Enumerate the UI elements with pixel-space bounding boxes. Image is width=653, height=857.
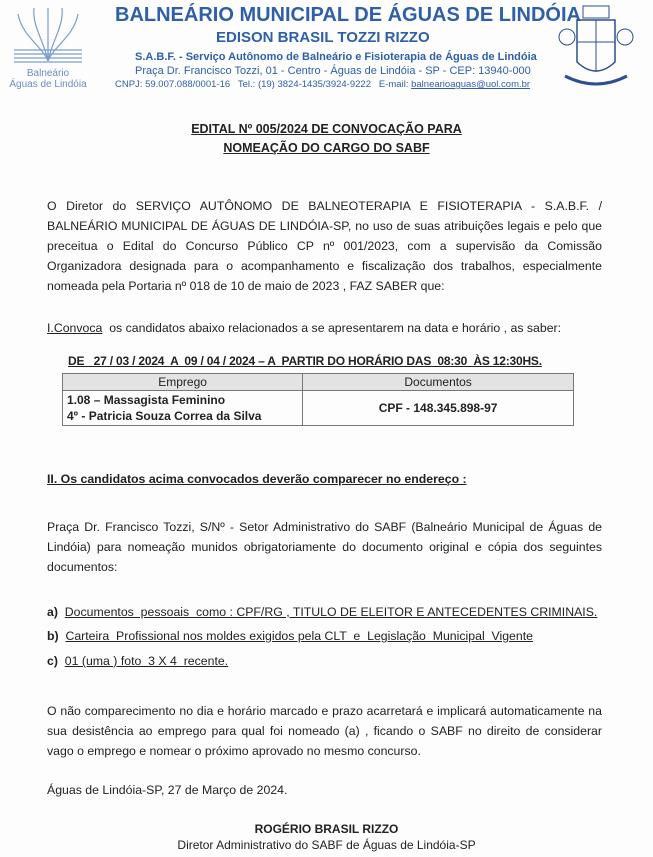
warning-paragraph: O não comparecimento no dia e horário marcado e prazo acarretará e implicará automaticamente na sua desistência ao emprego para qual foi nomeado (a) , ficando o SABF no direito de considerar vago o emprego e nomear o próximo aprovado no mesmo concurso.	[47, 704, 602, 758]
balneario-logo-icon	[12, 6, 84, 66]
logo-text: Balneário Águas de Lindóia	[9, 68, 87, 90]
email-link[interactable]: balnearioaguas@uol.com.br	[411, 79, 531, 90]
edital-subtitle: NOMEAÇÃO DO CARGO DO SABF	[223, 141, 430, 155]
candidates-table	[62, 373, 574, 426]
edital-title: EDITAL Nº 005/2024 DE CONVOCAÇÃO PARA	[191, 122, 462, 136]
header-title: BALNEÁRIO MUNICIPAL DE ÁGUAS DE LINDÓIA	[115, 4, 581, 26]
table-row: 1.08 – Massagista Feminino 4º - Patricia Souza Correa da Silva CPF - 148.345.898-97	[63, 391, 574, 426]
date-line: Águas de Lindóia-SP, 27 de Março de 2024.	[47, 783, 288, 797]
convoca-line: I.Convoca os candidatos abaixo relacionados a se apresentarem na data e horário , as saber:	[47, 321, 562, 335]
header-contact: CNPJ: 59.007.088/0001-16 Tel.: (19) 3824-1435/3924-9222 E-mail: balnearioaguas@uol.com.br	[115, 79, 531, 90]
list-item: b) Carteira Profissional nos moldes exigidos pela CLT e Legislação Municipal Vigente	[47, 629, 533, 643]
header-address: Praça Dr. Francisco Tozzi, 01 - Centro - Águas de Lindóia - SP - CEP: 13940-000	[135, 65, 531, 77]
period-line: DE 27 / 03 / 2024 A 09 / 04 / 2024 – A PARTIR DO HORÁRIO DAS 08:30 ÀS 12:30HS.	[68, 354, 542, 368]
intro-paragraph: O Diretor do SERVIÇO AUTÔNOMO DE BALNEOTERAPIA E FISIOTERAPIA - S.A.B.F. / BALNEÁRIO MUNICIPAL DE ÁGUAS DE LINDÓIA-SP, no uso de suas atribuições legais e pelo que preceitua o Edital do Concurso Público CP nº 001/2023, com a supervisão da Comissão Organizadora designada para o acompanhamento e fiscalização dos trabalhos, especialmente nomeada pela Portaria nº 018 de 10 de maio de 2023 , FAZ SABER que:	[47, 199, 602, 293]
list-item: c) 01 (uma ) foto 3 X 4 recente.	[47, 654, 229, 668]
header-org: S.A.B.F. - Serviço Autônomo de Balneário e Fisioterapia de Águas de Lindóia	[135, 51, 537, 63]
municipal-crest-icon	[555, 2, 637, 92]
section-2-heading: II. Os candidatos acima convocados deverão comparecer no endereço :	[47, 472, 467, 486]
col-documentos: Documentos	[303, 374, 574, 391]
col-emprego: Emprego	[63, 374, 303, 391]
signer-name: ROGÉRIO BRASIL RIZZO	[254, 822, 399, 836]
address-paragraph: Praça Dr. Francisco Tozzi, S/Nº - Setor Administrativo do SABF (Balneário Municipal de Águas de Lindóia) para nomeação munidos obrigatoriamente do documento original e cópia dos seguintes documentos:	[47, 520, 602, 574]
header-subtitle: EDISON BRASIL TOZZI RIZZO	[216, 29, 430, 46]
signer-role: Diretor Administrativo do SABF de Águas de Lindóia-SP	[177, 838, 476, 852]
list-item: a) Documentos pessoais como : CPF/RG , TITULO DE ELEITOR E ANTECEDENTES CRIMINAIS.	[47, 605, 598, 619]
